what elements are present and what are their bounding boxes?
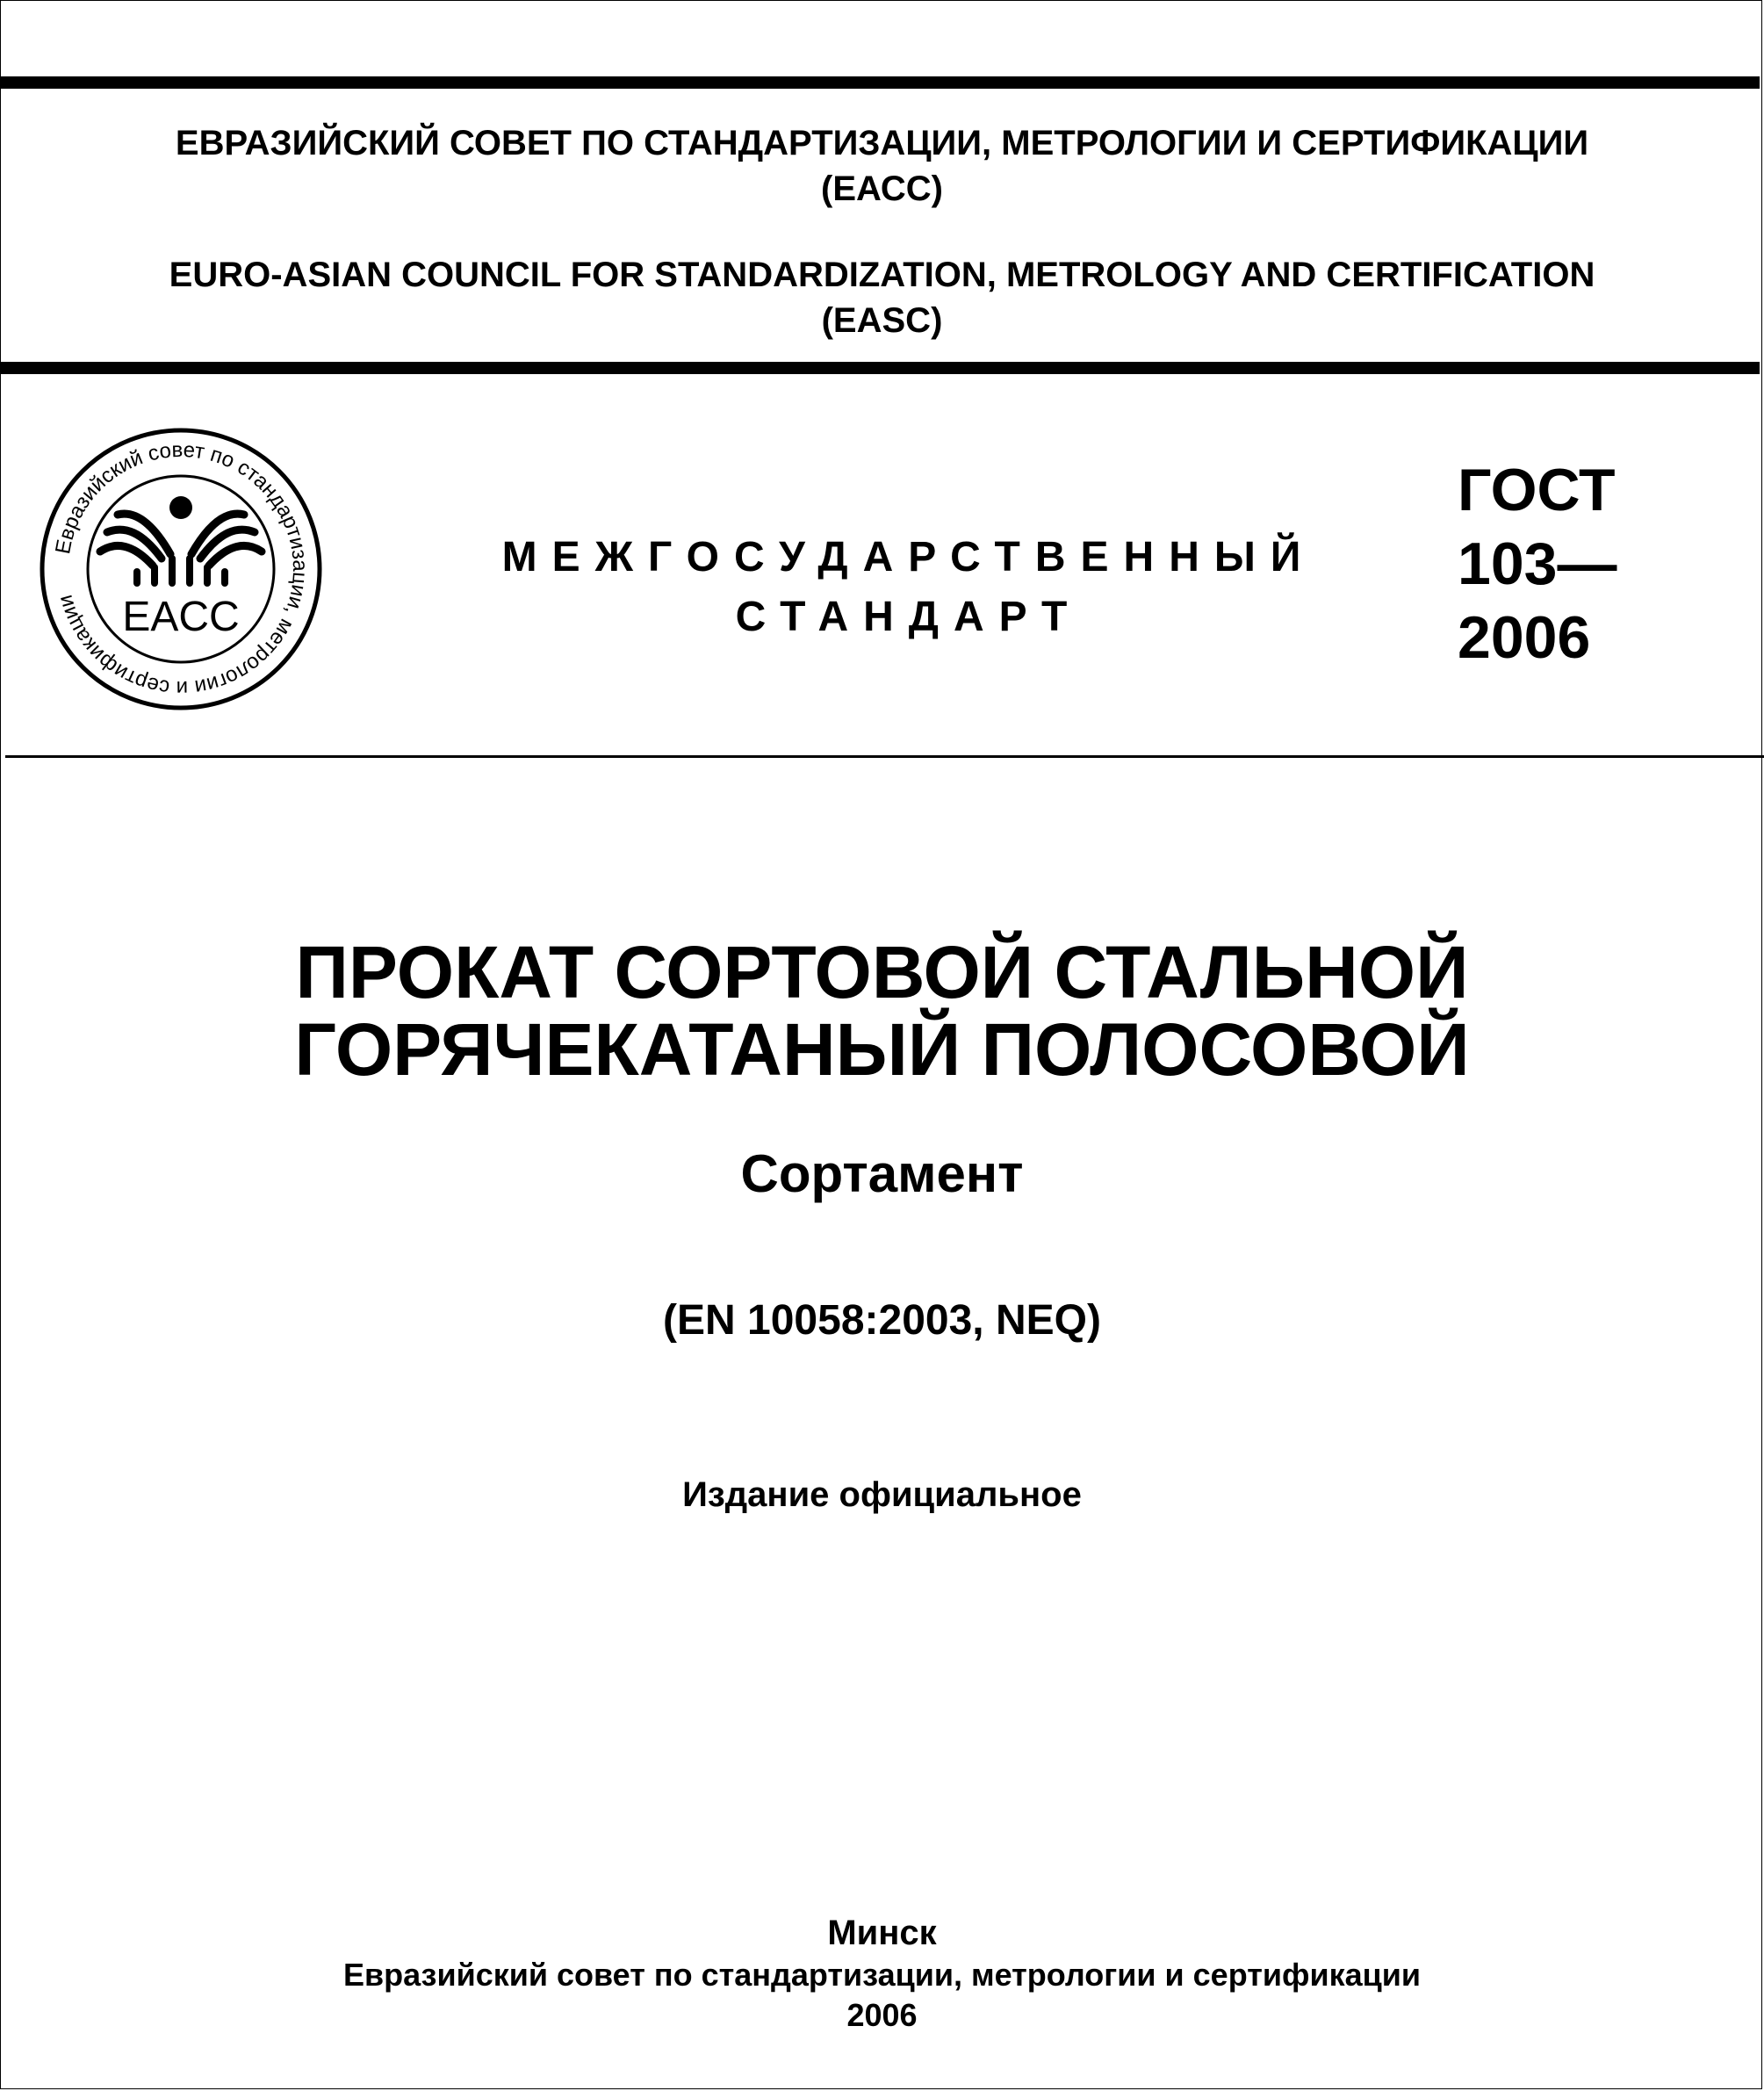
council-name-ru: ЕВРАЗИЙСКИЙ СОВЕТ ПО СТАНДАРТИЗАЦИИ, МЕТРОЛОГИИ И СЕРТИФИКАЦИИ <box>175 124 1589 162</box>
reference-standard: (EN 10058:2003, NEQ) <box>663 1297 1101 1344</box>
title-line2: ГОРЯЧЕКАТАНЫЙ ПОЛОСОВОЙ <box>294 1008 1470 1091</box>
title-line1: ПРОКАТ СОРТОВОЙ СТАЛЬНОЙ <box>295 931 1469 1013</box>
subtitle: Сортамент <box>740 1144 1024 1203</box>
easc-logo <box>39 427 323 711</box>
section-divider <box>5 755 1764 758</box>
logo-emblem <box>100 496 262 583</box>
gost-code: ГОСТ <box>1458 457 1616 523</box>
logo-ring-text: Евразийский совет по стандартизации, метрологии и сертификации <box>51 437 313 701</box>
gost-year: 2006 <box>1458 604 1591 671</box>
standard-type-line2: СТАНДАРТ <box>735 594 1083 640</box>
imprint-year: 2006 <box>846 1997 918 2033</box>
logo-abbr: EACC <box>122 594 240 640</box>
gost-number: 103— <box>1458 530 1617 597</box>
header-bottom-rule <box>0 362 1760 374</box>
council-abbr-en: (EASC) <box>821 301 943 340</box>
header-top-rule <box>0 76 1760 89</box>
imprint-publisher: Евразийский совет по стандартизации, метрологии и сертификации <box>342 1957 1422 1993</box>
imprint-city: Минск <box>827 1914 937 1952</box>
council-name-en: EURO-ASIAN COUNCIL FOR STANDARDIZATION, METROLOGY AND CERTIFICATION <box>169 256 1595 294</box>
council-abbr-ru: (ЕАСС) <box>821 169 943 208</box>
edition-label: Издание официальное <box>682 1475 1082 1514</box>
standard-type-line1: МЕЖГОСУДАРСТВЕННЫЙ <box>501 534 1316 580</box>
